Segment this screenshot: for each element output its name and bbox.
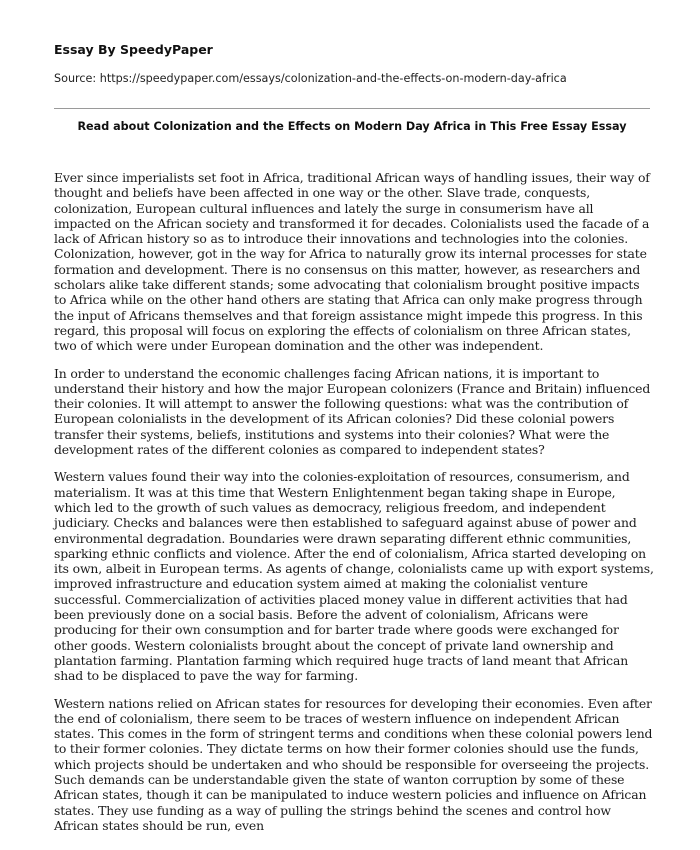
source-line: Source: https://speedypaper.com/essays/colonization-and-the-effects-on-modern-day-africa bbox=[54, 72, 567, 85]
paragraph: Western nations relied on African states for resources for developing their economies. Even after the end of colonialism, there seem to be traces of western influence on independent African states. This comes in the form of stringent terms and conditions when these colonial powers lend to their former colonies. They dictate terms on how their former colonies should use the funds, which projects should be undertaken and who should be responsible for overseeing the projects. Such demands can be understandable given the state of wanton corruption by some of these African states, though it can be manipulated to induce western policies and influence on African states. They use funding as a way of pulling the strings behind the scenes and control how African states should be run, even bbox=[54, 695, 653, 833]
essay-brand-heading: Essay By SpeedyPaper bbox=[54, 42, 213, 57]
paragraph: Western values found their way into the colonies-exploitation of resources, consumerism, and materialism. It was at this time that Western Enlightenment began taking shape in Europe, which led to the growth of such values as democracy, religious freedom, and independent judiciary. Checks and balances were then established to safeguard against abuse of power and environmental degradation. Boundaries were drawn separating different ethnic communities, sparking ethnic conflicts and violence. After the end of colonialism, Africa started developing on its own, albeit in European terms. As agents of change, colonialists came up with export systems, improved infrastructure and education system aimed at making the colonialist venture successful. Commercialization of activities placed money value in different activities that had been previously done on a social basis. Before the advent of colonialism, Africans were producing for their own consumption and for barter trade where goods were exchanged for other goods. Western colonialists brought about the concept of private land ownership and plantation farming. Plantation farming which required huge tracts of land meant that African shad to be displaced to pave the way for farming. bbox=[54, 469, 654, 684]
essay-body bbox=[54, 170, 654, 845]
header-divider bbox=[54, 108, 650, 109]
essay-title: Read about Colonization and the Effects on Modern Day Africa in This Free Essay Essay bbox=[77, 120, 627, 133]
paragraph: Ever since imperialists set foot in Africa, traditional African ways of handling issues, their way of thought and beliefs have been affected in one way or the other. Slave trade, conquests, colonization, European cultural influences and lately the surge in consumerism have all impacted on the African society and transformed it for decades. Colonialists used the facade of a lack of African history so as to introduce their innovations and technologies into the colonies. Colonization, however, got in the way for Africa to naturally grow its internal processes for state formation and development. There is no consensus on this matter, however, as researchers and scholars alike take different stands; some advocating that colonialism brought positive impacts to Africa while on the other hand others are stating that Africa can only make progress through the input of Africans themselves and that foreign assistance might impede this progress. In this regard, this proposal will focus on exploring the effects of colonialism on three African states, two of which were under European domination and the other was independent. bbox=[54, 170, 650, 354]
paragraph: In order to understand the economic challenges facing African nations, it is important to understand their history and how the major European colonizers (France and Britain) influenced their colonies. It will attempt to answer the following questions: what was the contribution of European colonialists in the development of its African colonies? Did these colonial powers transfer their systems, beliefs, institutions and systems into their colonies? What were the development rates of the different colonies as compared to independent states? bbox=[54, 365, 651, 458]
